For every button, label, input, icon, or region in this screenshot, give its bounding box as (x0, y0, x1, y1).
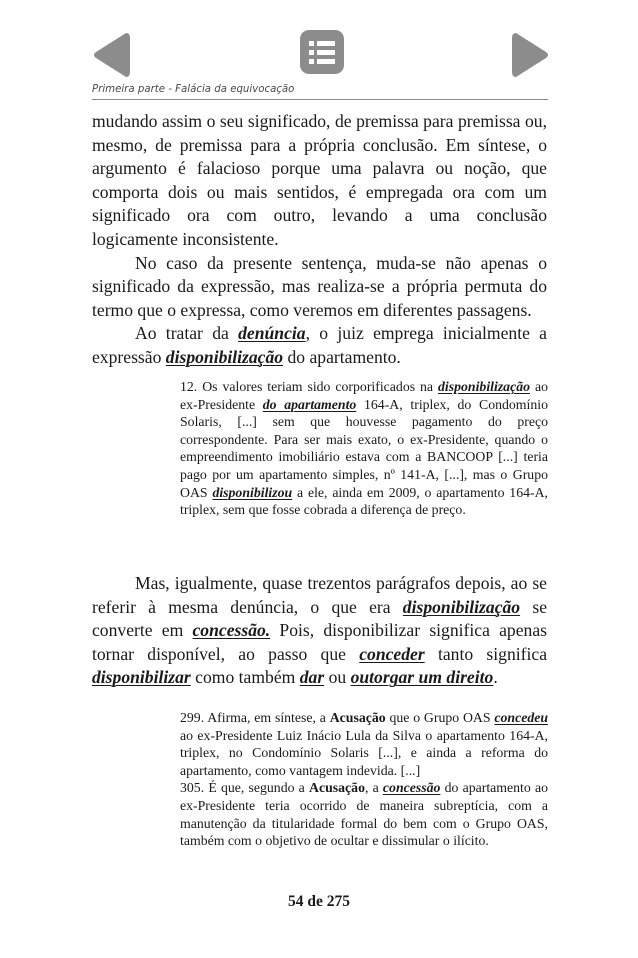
paragraph-intro: Ao tratar da denúncia, o juiz emprega inicialmente a expressão disponibilização do apartamento. (92, 323, 547, 367)
keyword: concessão (382, 780, 441, 796)
keyword: conceder (359, 643, 425, 664)
previous-page-button[interactable] (92, 30, 130, 80)
list-menu-icon (300, 30, 344, 74)
menu-button[interactable] (300, 30, 344, 74)
keyword: outorgar um direito (350, 667, 494, 688)
keyword: disponibilização (165, 346, 284, 367)
block-quote-disponibilizacao: 12. Os valores teriam sido corporificados na disponibilização ao ex-Presidente do apartamento 164-A, triplex, do Condomínio Solaris, [...] sem que houvesse pagamento do preço correspondente. Para ser mais exato, o ex-Presidente, quando o empreendimento imobiliário estava com a BANCOOP [...] teria pago por um apartamento simples, nº 141-A, [...], mas o Grupo OAS disponibilizou a ele, ainda em 2009, o apartamento 164-A, triplex, sem que fosse cobrada a diferença de preço. (180, 379, 548, 518)
keyword: disponibilização (438, 379, 531, 394)
body-text-middle (92, 572, 547, 690)
keyword: denúncia (238, 323, 306, 344)
keyword: disponibilizar (92, 667, 191, 688)
bold-term: Acusação (309, 780, 365, 796)
paragraph-sentence: No caso da presente sentença, muda-se não apenas o significado da expressão, mas realiza-se a própria permuta do termo que o expressa, como veremos em diferentes passagens. (92, 252, 547, 320)
next-page-button[interactable] (512, 30, 550, 80)
paragraph-concessao: Mas, igualmente, quase trezentos parágrafos depois, ao se referir à mesma denúncia, o que era disponibilização se converte em concessão. Pois, disponibilizar significa apenas tornar disponível, ao passo que conceder tanto significa disponibilizar como também dar ou outorgar um direito. (92, 573, 548, 688)
keyword: concedeu (494, 710, 549, 725)
page-number: 54 de 275 (288, 893, 350, 910)
keyword: dar (299, 667, 325, 688)
block-quote-concessao: 299. Afirma, em síntese, a Acusação que o Grupo OAS concedeu ao ex-Presidente Luiz Inácio Lula da Silva o apartamento 164-A, triplex, no Condomínio Solaris [...], e ainda a reforma do apartamento, como vantagem indevida. [...] 305. É que, segundo a Acusação, a concessão do apartamento ao ex-Presidente teria ocorrido de maneira subreptícia, com a manutenção da titularidade formal do bem com o Grupo OAS, também com o objetivo de ocultar e dissimular o ilícito. (180, 710, 549, 849)
running-header: Primeira parte - Falácia da equivocação (92, 84, 548, 100)
bold-term: Acusação (329, 710, 386, 725)
paragraph-continuation: mudando assim o seu significado, de premissa para premissa ou, mesmo, de premissa para a própria conclusão. Em síntese, o argumento é falacioso porque uma palavra ou noção, que comporta dois ou mais sentidos, é empregada ora com um significado ora com outro, levando a uma conclusão logicamente inconsistente. (92, 111, 547, 249)
keyword: do apartamento (262, 396, 357, 412)
keyword: disponibilizou (212, 484, 293, 500)
keyword: concessão. (192, 620, 271, 641)
triangle-left-icon (94, 33, 130, 77)
keyword: disponibilização (402, 596, 521, 617)
body-text-top (92, 110, 547, 370)
triangle-right-icon (512, 33, 548, 77)
